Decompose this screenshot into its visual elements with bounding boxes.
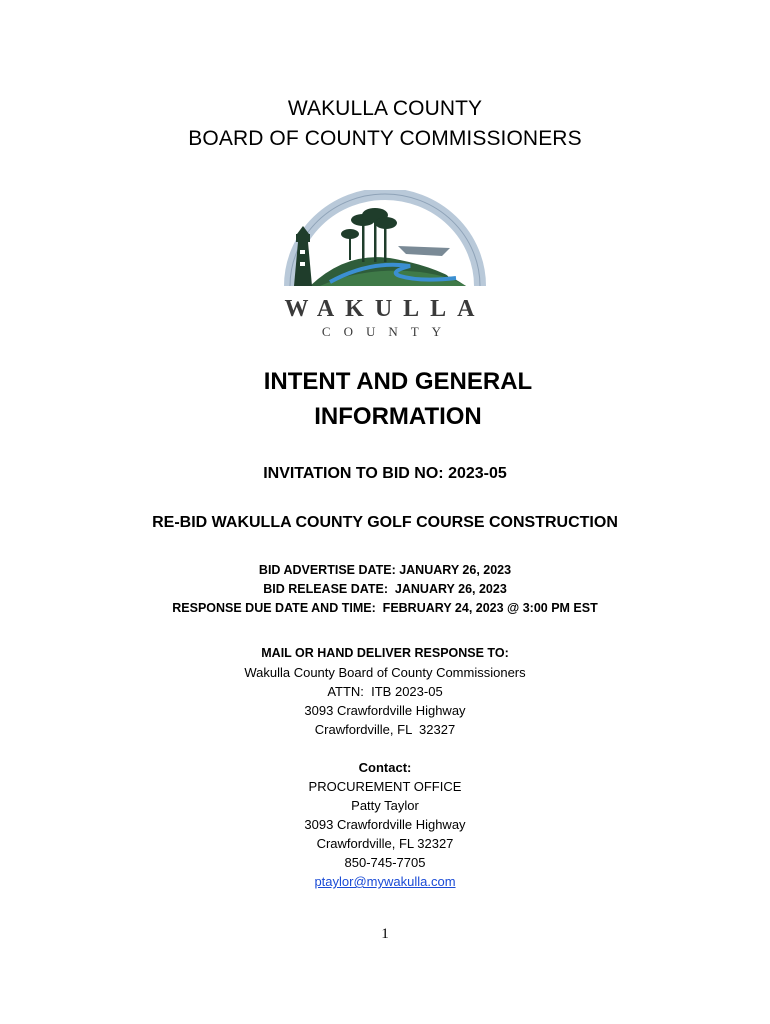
delivery-city: Crawfordville, FL 32327 — [314, 722, 456, 737]
contact-office: PROCUREMENT OFFICE — [308, 779, 462, 794]
title-line-1: INTENT AND GENERAL — [263, 368, 533, 395]
delivery-heading: MAIL OR HAND DELIVER RESPONSE TO: — [261, 646, 509, 660]
delivery-attn: ATTN: ITB 2023-05 — [327, 684, 443, 699]
logo-word-county: COUNTY — [321, 324, 455, 339]
contact-info — [0, 758, 770, 891]
contact-street: 3093 Crawfordville Highway — [304, 817, 466, 832]
bid-dates — [0, 561, 770, 618]
page-number: 1 — [381, 926, 389, 942]
contact-heading: Contact: — [358, 760, 412, 775]
response-due-date: RESPONSE DUE DATE AND TIME: FEBRUARY 24, 2023 @ 3:00 PM EST — [172, 601, 598, 615]
itb-number: INVITATION TO BID NO: 2023-05 — [263, 465, 507, 482]
county-name: WAKULLA COUNTY — [287, 97, 483, 120]
document-title — [0, 364, 770, 434]
advertise-date: BID ADVERTISE DATE: JANUARY 26, 2023 — [258, 563, 512, 577]
contact-phone: 850-745-7705 — [344, 855, 426, 870]
logo-graphic — [270, 190, 500, 350]
contact-city: Crawfordville, FL 32327 — [316, 836, 454, 851]
logo-palm-trees — [341, 208, 397, 262]
contact-person: Patty Taylor — [351, 798, 419, 813]
board-name: BOARD OF COUNTY COMMISSIONERS — [188, 127, 582, 150]
county-header — [0, 94, 770, 154]
title-line-2: INFORMATION — [314, 403, 482, 430]
project-title: RE-BID WAKULLA COUNTY GOLF COURSE CONSTRUCTION — [152, 514, 618, 531]
logo-word-wakulla: WAKULLA — [284, 296, 486, 322]
delivery-street: 3093 Crawfordville Highway — [304, 703, 466, 718]
delivery-address — [0, 644, 770, 739]
release-date: BID RELEASE DATE: JANUARY 26, 2023 — [263, 582, 507, 596]
wakulla-county-logo — [270, 190, 500, 350]
delivery-recipient: Wakulla County Board of County Commissioners — [244, 665, 526, 680]
contact-email-link[interactable]: ptaylor@mywakulla.com — [314, 874, 456, 889]
logo-boat — [398, 246, 450, 256]
